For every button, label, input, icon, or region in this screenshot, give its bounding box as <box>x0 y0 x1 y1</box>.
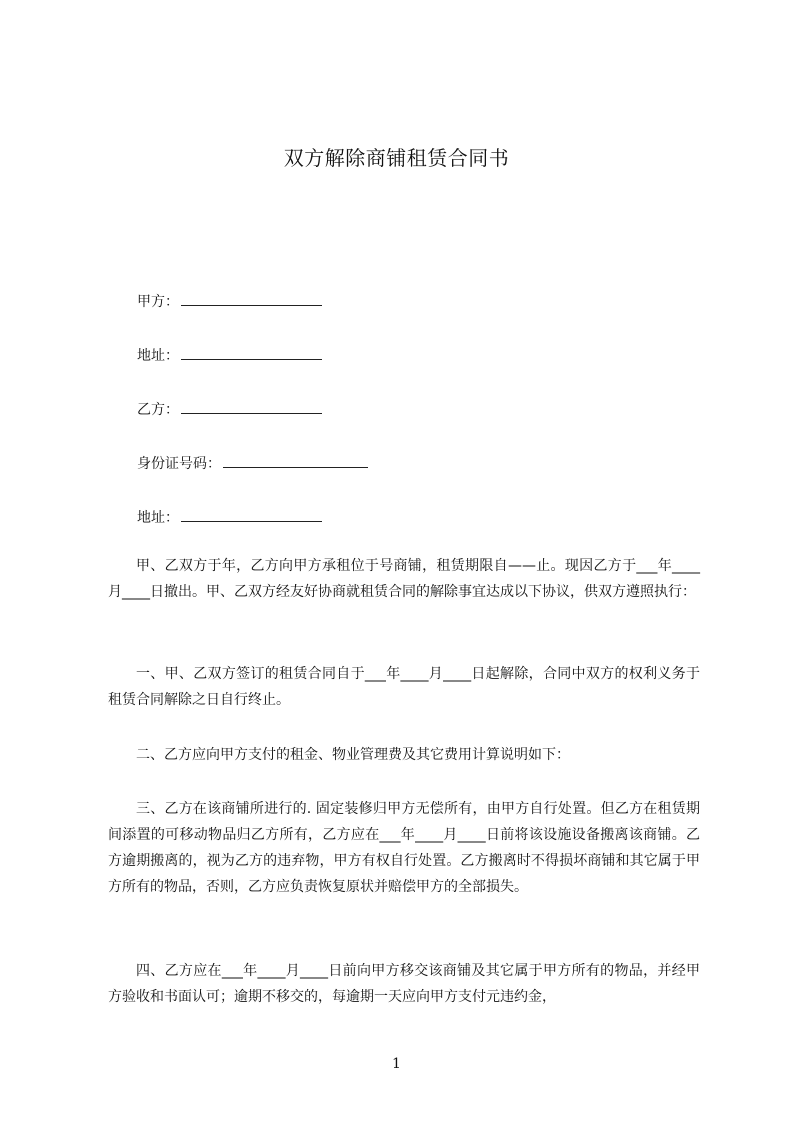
party-a-blank <box>181 291 322 306</box>
party-b-field <box>137 399 322 420</box>
party-a-label: 甲方： <box>137 294 179 310</box>
party-b-blank <box>181 399 322 414</box>
party-a-field <box>137 291 322 312</box>
id-number-blank <box>223 453 368 468</box>
document-title: 双方解除商铺租赁合同书 <box>283 146 510 170</box>
party-b-address-field <box>137 507 322 528</box>
party-b-address-blank <box>181 507 322 522</box>
clause-3-paragraph: 三、乙方在该商铺所进行的. 固定装修归甲方无偿所有，由甲方自行处置。但乙方在租赁期间添置的可移动物品归乙方所有，乙方应在___年____月____日前将该设施设备搬离该商铺。乙方逾期搬离的，视为乙方的违弃物，甲方有权自行处置。乙方搬离时不得损坏商铺和其它属于甲方所有的物品，否则，乙方应负责恢复原状并赔偿甲方的全部损失。 <box>108 801 700 895</box>
party-a-address-blank <box>181 345 322 360</box>
clause-2-paragraph: 二、乙方应向甲方支付的租金、物业管理费及其它费用计算说明如下： <box>136 747 570 763</box>
party-a-address-field <box>137 345 322 366</box>
party-a-address-label: 地址： <box>137 348 179 364</box>
party-b-address-label: 地址： <box>137 510 179 526</box>
preamble-paragraph: 甲、乙双方于年，乙方向甲方承租位于号商铺，租赁期限自——止。现因乙方于___年____月____日撤出。甲、乙双方经友好协商就租赁合同的解除事宜达成以下协议，供双方遵照执行： <box>108 558 700 600</box>
clause-1-paragraph: 一、甲、乙双方签订的租赁合同自于___年____月____日起解除，合同中双方的权利义务于租赁合同解除之日自行终止。 <box>108 666 700 708</box>
party-b-label: 乙方： <box>137 402 179 418</box>
id-number-field <box>137 453 368 474</box>
page-number: 1 <box>392 1056 401 1072</box>
clause-4-paragraph: 四、乙方应在___年____月____日前向甲方移交该商铺及其它属于甲方所有的物品，并经甲方验收和书面认可；逾期不移交的，每逾期一天应向甲方支付元违约金， <box>108 963 700 1005</box>
id-number-label: 身份证号码： <box>137 456 221 472</box>
